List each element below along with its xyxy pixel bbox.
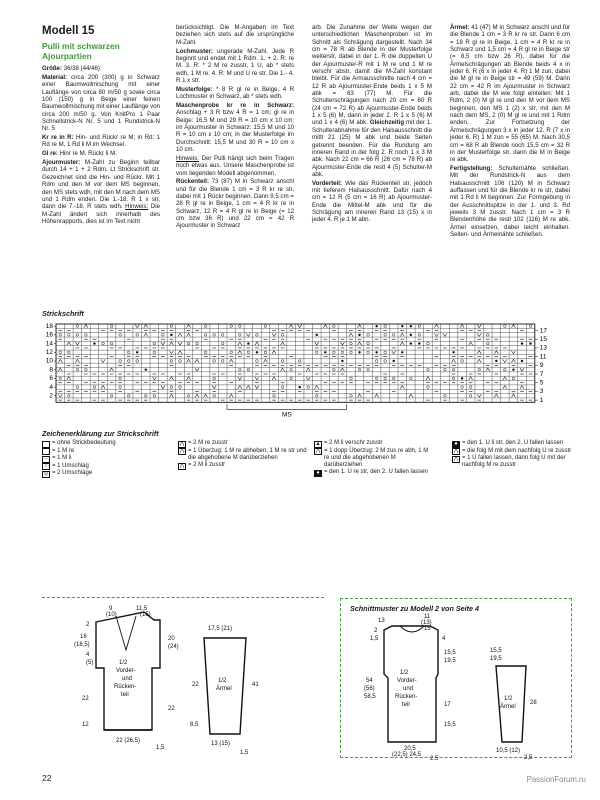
strickschrift-title: Strickschrift xyxy=(42,309,84,318)
knitting-chart xyxy=(38,320,572,432)
svg-text:(5): (5) xyxy=(86,660,94,666)
row-label-left: 18 xyxy=(45,322,53,330)
svg-text:1,5: 1,5 xyxy=(156,745,165,751)
legend-symbol-icon xyxy=(42,441,50,448)
watermark: PassionForum.ru xyxy=(526,775,586,784)
legend-symbol-icon: ◎ xyxy=(43,470,49,477)
svg-text:22: 22 xyxy=(168,706,175,712)
legend-symbol-icon: ⋀ xyxy=(453,448,459,454)
svg-text:28: 28 xyxy=(530,700,537,706)
svg-text:(10): (10) xyxy=(106,612,117,618)
legend-symbol-icon: ⋀ xyxy=(453,455,459,462)
legend-column-3 xyxy=(314,440,434,477)
row-label-left: 4 xyxy=(49,383,53,391)
svg-text:16: 16 xyxy=(80,634,87,640)
legend-text: = 1 M re xyxy=(52,447,75,454)
section-divider xyxy=(42,597,324,598)
row-label-right: 7 xyxy=(539,370,544,378)
svg-text:58,5: 58,5 xyxy=(364,694,376,700)
svg-text:1,5: 1,5 xyxy=(240,750,249,756)
schraegung-paragraph: arb. Die Zunahme der Weite wegen der unterschiedlichen Maschenproben ist im Schnitt als Schrägung dargestellt. Nach 34 cm = 78 R ab Blende in der Musterfolge weiterstr, dabei in der 1. R die doppelten U der Ajourmuster-R mit 1 M re und 1 M re verschr abstr, damit die M-Zahl konstant bleibt. Für die Armausschnitte nach 4 cm = 12 R ab Ajourmuster-Ende beids 1 x 5 M abk = 63 (77) M. Für die Schulterschrägungen nach 20 cm = 60 R (24 cm = 72 R) ab Ajourmuster-Ende beids 1 x 5 (6) M, dann in jeder 2. R 1 x 5 (6) M und 1 x 4 (6) M abk. Gleichzeitig mit der 1. Schulterabnahme für den Halsausschnitt die mittl 21 (25) M abk und beide Seiten getrennt beenden. Für die Rundung am inneren Rand in der folg 2. R noch 1 x 3 M abk. Nach 22 cm = 66 R (26 cm = 78 R) ab Ajourmuster-Ende die restl 4 (5) Schulter-M abk. xyxy=(312,24,433,178)
svg-text:17: 17 xyxy=(444,702,451,708)
legend-symbol-icon: ⋀ xyxy=(179,448,185,454)
row-label-right: 17 xyxy=(539,327,548,335)
maschenprobe-paragraph: Maschenprobe kr re in Schwarz: Anschlag + 3 R bzw 4 R = 1 cm; gl re in Beige: 16,5 M und 29 R = 10 cm x 10 cm; im Ajourmuster in Schwarz: 15,5 M und 10 R = 10 cm x 10 cm; in der Musterfolge im Durchschnitt: 15,5 M und 30 R = 10 cm x 10 cm. xyxy=(176,101,294,153)
svg-text:11: 11 xyxy=(424,614,431,620)
row-label-right: 5 xyxy=(539,379,544,387)
legend-entry xyxy=(178,448,308,463)
legend-text: = 2 M re zusstr xyxy=(188,440,228,446)
legend-entry xyxy=(42,463,142,471)
model-title: Modell 15 xyxy=(42,25,95,37)
ajourmuster-paragraph: Ajourmuster: M-Zahl zu Beginn teilbar durch 14 + 1 + 2 Rdm. Lt Strickschrift str. Gezeichnet sind die Hin- und Rückr. Mit 1 Rdm und den M vor dem MS beginnen, den MS stets wdh, mit den M nach dem MS und 1 Rdm enden. Die 1.-18. R 1 x str, dann die 7.-18. R stets wdh. Hinweis: Die M-Zahl ändert sich innerhalb des Höhenrapports, dies ist im Text nicht xyxy=(42,159,161,225)
row-label-left: 12 xyxy=(45,349,53,357)
svg-text:19,5: 19,5 xyxy=(444,658,456,664)
intro-paragraph: berücksichtigt. Die M-Angaben im Text beziehen sich stets auf die ursprüngliche M-Zahl. xyxy=(176,24,294,46)
row-label-right: 13 xyxy=(539,344,548,352)
row-label-left: 16 xyxy=(45,331,53,339)
legend-column-2 xyxy=(178,440,308,470)
legend-symbol-icon: ● xyxy=(452,441,460,448)
svg-text:Rücken-: Rücken- xyxy=(395,694,418,700)
legend-entry xyxy=(314,469,434,477)
svg-text:13 (15): 13 (15) xyxy=(211,741,231,747)
legend-entry xyxy=(42,448,142,456)
legend-text: = 2 M li zusstr xyxy=(188,462,226,469)
row-label-right: 1 xyxy=(539,396,544,404)
legend-symbol-icon xyxy=(42,448,50,455)
svg-text:und: und xyxy=(122,676,133,682)
svg-text:15,5: 15,5 xyxy=(444,650,456,656)
row-label-right: 9 xyxy=(539,362,544,370)
svg-text:(56): (56) xyxy=(364,686,375,692)
row-label-right: 3 xyxy=(539,388,544,396)
legend-symbol-icon: ● xyxy=(314,470,322,477)
svg-text:1,5: 1,5 xyxy=(370,636,379,642)
svg-text:41: 41 xyxy=(252,682,259,688)
svg-text:54: 54 xyxy=(366,678,373,684)
legend-text: = 1 U fallen lassen, dann folg U mit der nachfolg M re zusstr xyxy=(462,455,566,469)
legend-entry xyxy=(42,455,142,463)
schnittmuster-modell-15 xyxy=(56,602,346,762)
svg-text:Ärmel: Ärmel xyxy=(216,686,232,692)
svg-text:2: 2 xyxy=(86,622,90,628)
svg-text:(24): (24) xyxy=(168,644,179,650)
svg-text:2,5: 2,5 xyxy=(430,756,439,760)
sleeve-label-2: 1/2 xyxy=(504,696,513,702)
sleeve-label: 1/2 xyxy=(218,678,227,684)
ms-repeat-bracket xyxy=(227,404,347,409)
svg-text:Rücken-: Rücken- xyxy=(114,684,137,690)
text-column-1 xyxy=(42,24,160,227)
text-column-2 xyxy=(176,24,294,231)
svg-text:(18,5): (18,5) xyxy=(74,642,90,648)
svg-text:12: 12 xyxy=(82,722,89,728)
svg-text:17,5 (21): 17,5 (21) xyxy=(208,626,233,632)
neckline-2 xyxy=(400,626,424,632)
kr-re-paragraph: Kr re in R: Hin- und Rückr re M; in Rd: 1 Rd re M, 1 Rd li M im Wechsel. xyxy=(42,134,160,149)
legend-text: = den 1. U li str, den 2. U fallen lassen xyxy=(462,440,564,446)
groesse-paragraph: Größe: 36/38 (44/46) xyxy=(42,65,100,72)
neckline xyxy=(116,616,136,650)
legend-column-1 xyxy=(42,440,142,478)
legend-symbol-icon: ⋀ xyxy=(315,448,321,454)
legend-entry xyxy=(452,455,572,470)
legend-text: = ohne Strickbedeutung xyxy=(52,440,116,446)
material-paragraph: Material: circa 200 (300) g in Schwarz einer Baumwollmischung mit einer Lauflänge von circa 80 m/50 g sowie circa 100 (150) g in Beige einer feinen Baumwollmischung mit einer Lauflänge von circa 200 m/50 g. Von KnitPro 1 Paar Schnellstrick-N Nr. 5 und 1 Rundstrick-N Nr. 5 xyxy=(42,73,160,133)
svg-text:(15): (15) xyxy=(140,612,151,618)
svg-text:9: 9 xyxy=(109,606,113,612)
svg-text:4: 4 xyxy=(86,652,90,658)
page-number: 22 xyxy=(42,773,52,783)
musterfolge-paragraph: Musterfolge: * 8 R gl re in Beige, 4 R Lochmuster in Schwarz, ab * stets wdh. xyxy=(176,85,294,101)
svg-text:22: 22 xyxy=(82,696,89,702)
aermel-paragraph: Ärmel: 41 (47) M in Schwarz anschl und für die Blende 1 cm = 3 R kr re str. Dann 6 cm = 18 R gl re in Beige, 1 cm = 4 R kr re in Schwarz und 1,5 cm = 4 R gl re in Beige str (= 8,5 cm bzw 26 R), dabei für die Ärmelschrägungen ab Blende beids 4 x in jeder 6. R (6 x in jeder 4. R) 1 M zun, dabei die M gl re in Beige str = 49 (59) M. Dann 22 cm = 42 R im Ajourmuster in Schwarz arb, dabei die M wie folgt einteilen: Mit 1 Rdm, 2 (0) M gl re und den M vor dem MS beginnen, den MS 1 (2) x str, mit den M nach dem MS, 2 (0) M gl re und mit 1 Rdm enden. Zur Fortsetzung der Ärmelschrägungen 3 x in jeder 12. R (7 x in jeder 6. R) 1 M zun = 55 (65) M. Nach 30,5 cm = 68 R ab Blende noch 15,5 cm = 32 R in der Musterfolge str, dann die M in Beige re abk. xyxy=(450,24,570,164)
fertigstellung-paragraph: Fertigstellung: Schulternähte schließen. Mit der Rundstrick-N aus dem Halsausschnitt 106 (120) M in Schwarz auffassen und für die Blende kr re str, dabei mit 1 Rd li M beginnen. Zur Formgebung in der Ausschnittspitze in der 1. und 3. Rd jeweils 3 M zusstr. Nach 1 cm = 3 R Blendenhöhe die restl 102 (116) M re abk. Ärmel einsetzen, dabei leicht einhalten. Seiten- und Ärmelnähte schließen. xyxy=(450,165,570,239)
hinweis-paragraph: Hinweis: Der Pulli hängt sich beim Tragen noch etwas aus. Unsere Maschenprobe ist vom liegenden Modell abgenommen. xyxy=(176,154,294,177)
text-column-3 xyxy=(312,24,432,225)
svg-text:10,5 (12): 10,5 (12) xyxy=(496,748,521,754)
legend-text: = 2 M li verschr zusstr xyxy=(324,440,383,446)
row-label-left: 10 xyxy=(45,357,53,365)
legend-title: Zeichenerklärung zur Strickschrift xyxy=(42,429,159,438)
legend-symbol-icon: ▲ xyxy=(315,440,321,447)
svg-text:Vorder-: Vorder- xyxy=(116,668,136,674)
legend-text: = die folg M mit dem nachfolg U re zusstr xyxy=(462,447,572,454)
svg-text:Vorder-: Vorder- xyxy=(397,678,417,684)
svg-text:teil: teil xyxy=(402,702,410,708)
ms-repeat-label: MS xyxy=(281,411,292,419)
row-label-left: 14 xyxy=(45,340,53,348)
legend-entry xyxy=(178,440,308,448)
svg-text:Ärmel: Ärmel xyxy=(500,704,516,710)
svg-text:11,5: 11,5 xyxy=(136,606,148,612)
lochmuster-paragraph: Lochmuster: ungerade M-Zahl. Jede R beginnt und endet mit 1 Rdm. 1. + 2. R: re M. 3. R: * 2 M re zusstr, 1 U, ab * stets wdh, 1 M re. 4. R: M und U re str. Die 1.- 4. R 1 x str. xyxy=(176,47,294,84)
schnittmuster-box-title: Schnittmuster zu Modell 2 von Seite 4 xyxy=(350,604,479,613)
svg-text:teil: teil xyxy=(121,692,129,698)
row-label-right: 15 xyxy=(539,335,548,343)
model-subtitle: Pulli mit schwarzen Ajourpartien xyxy=(42,41,120,61)
vorderteil-paragraph: Vorderteil: Wie das Rückenteil str, jedoch mit tieferem Halsausschnitt. Dafür nach 4 cm = 12 R (5 cm = 16 R) ab Ajourmuster-Ende die Mittel-M abk und für die Schrägung am inneren Rand 13 (15) x in jeder 4. R je 1 M abn. xyxy=(312,179,432,224)
svg-text:22 (26,5): 22 (26,5) xyxy=(116,738,141,744)
legend-symbol-icon: ⋀ xyxy=(179,462,185,469)
legend-entry xyxy=(314,440,434,448)
legend-text: = 1 Überzug: 1 M re abheben, 1 M re str und die abgehobene M darüberziehen xyxy=(188,447,307,461)
svg-text:13: 13 xyxy=(378,618,385,624)
legend-text: = den 1. U re str, den 2. U fallen lassen xyxy=(324,469,428,476)
body-label: 1/2 xyxy=(119,660,128,666)
svg-text:20,5: 20,5 xyxy=(404,746,416,752)
legend-entry xyxy=(178,462,308,470)
svg-text:15: 15 xyxy=(424,626,431,632)
svg-text:(13): (13) xyxy=(421,620,432,626)
row-label-right: 11 xyxy=(539,353,547,361)
gl-re-paragraph: Gl re: Hinr re M, Rückr li M. xyxy=(42,150,117,158)
legend-symbol-icon: – xyxy=(42,456,50,463)
legend-entry xyxy=(42,470,142,478)
svg-text:15,5: 15,5 xyxy=(490,648,502,654)
text-column-4 xyxy=(450,24,570,240)
svg-text:2,5: 2,5 xyxy=(524,755,533,760)
legend-column-4 xyxy=(452,440,572,470)
svg-text:(22,5) 24,5: (22,5) 24,5 xyxy=(392,752,422,758)
legend-entry xyxy=(452,448,572,456)
legend-text: = 2 Umschläge xyxy=(52,470,93,476)
legend-entry xyxy=(314,448,434,470)
svg-text:und: und xyxy=(403,686,414,692)
rueckenteil-paragraph: Rückenteil: 73 (87) M in Schwarz anschl und für die Blende 1 cm = 3 R kr re str, dabei mit 1 Rückr beginnen. Dann 9,5 cm = 28 R gl re in Beige, 1 cm = 4 R kr re in Schwarz, 12 R = 4 R gl re in Beige (= 12 cm bzw 36 R) und 22 cm = 42 R Ajourmuster in Schwarz xyxy=(176,178,294,230)
legend-symbol-icon: ⋀ xyxy=(179,440,185,447)
svg-text:19,5: 19,5 xyxy=(490,656,502,662)
row-label-left: 6 xyxy=(49,375,53,383)
legend-text: = 1 Umschlag xyxy=(52,462,89,469)
svg-text:22: 22 xyxy=(192,682,199,688)
legend-entry xyxy=(42,440,142,448)
body-outline-2 xyxy=(384,626,438,742)
svg-text:20: 20 xyxy=(168,636,175,642)
legend-symbol-icon: ○ xyxy=(42,463,50,470)
row-label-left: 8 xyxy=(49,366,53,374)
svg-text:15,5: 15,5 xyxy=(444,722,456,728)
svg-text:4: 4 xyxy=(442,636,446,642)
body-label-2: 1/2 xyxy=(400,670,409,676)
schnittmuster-modell-2 xyxy=(344,612,574,760)
svg-text:8,5: 8,5 xyxy=(190,722,199,728)
legend-entry xyxy=(452,440,572,448)
row-label-left: 2 xyxy=(49,392,53,400)
svg-text:2: 2 xyxy=(374,628,378,634)
legend-text: = 1 M li xyxy=(52,455,72,461)
legend-text: = 1 dopp Überzug: 2 M zus re abh, 1 M re und die abgehobenen M darüberziehen xyxy=(324,447,429,469)
